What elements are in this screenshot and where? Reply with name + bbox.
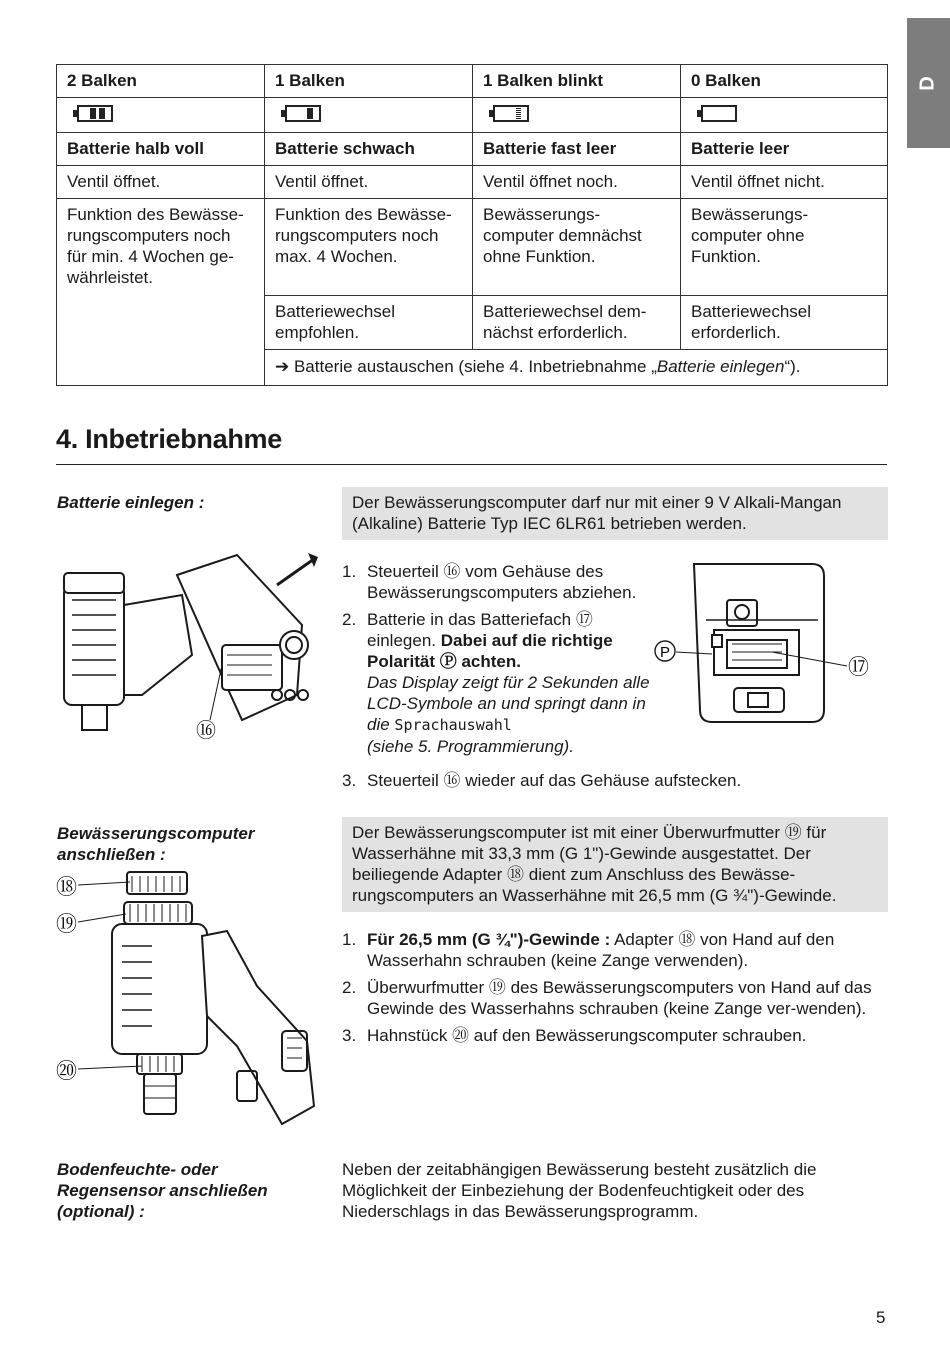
page-number: 5	[876, 1308, 886, 1327]
valve-cell: Ventil öffnet nicht.	[681, 166, 888, 199]
change-cell: Batteriewechsel dem-nächst erforderlich.	[473, 296, 681, 350]
valve-cell: Ventil öffnet.	[265, 166, 473, 199]
function-cell: Bewässerungs-computer ohne Funktion.	[681, 199, 888, 296]
table-row-valve	[57, 166, 888, 199]
table-row-function	[57, 199, 888, 296]
valve-cell: Ventil öffnet noch.	[473, 166, 681, 199]
function-cell: Funktion des Bewässe-rungscomputers noch für min. 4 Wochen ge-währleistet.	[57, 199, 265, 386]
label-p: P	[659, 644, 671, 661]
replace-link-text: Batterie einlegen	[656, 357, 785, 376]
label-17: ⑰	[848, 656, 869, 679]
label-20: ⑳	[56, 1060, 77, 1083]
status-cell: Batterie leer	[681, 133, 888, 166]
list-item: 3. Hahnstück ⑳ auf den Bewässerungscomputer schrauben.	[342, 1026, 807, 1045]
section-title: 4. Inbetriebnahme	[56, 424, 282, 454]
battery-compartment-illustration	[652, 560, 882, 730]
change-cell: Batteriewechsel erforderlich.	[681, 296, 888, 350]
valve-cell: Ventil öffnet.	[57, 166, 265, 199]
label-18: ⑱	[56, 876, 77, 899]
battery-heading: Batterie einlegen :	[57, 493, 205, 512]
header-cell: 1 Balken blinkt	[473, 65, 681, 98]
battery-steps	[342, 561, 657, 763]
list-item: 3. Steuerteil ⑯ wieder auf das Gehäuse aufstecken.	[342, 771, 742, 790]
replace-text-end: “).	[784, 357, 801, 376]
table-row-status	[57, 133, 888, 166]
list-item: 1. Für 26,5 mm (G ¾")-Gewinde : Adapter ⑱ von Hand auf den Wasserhahn schrauben (keine Zange verwenden).	[342, 930, 835, 970]
sensor-text: Neben der zeitabhängigen Bewässerung besteht zusätzlich die Möglichkeit der Einbeziehung der Bodenfeuchtigkeit oder des Niederschlags in das Bewässerungsprogramm.	[342, 1160, 817, 1221]
sensor-heading: Bodenfeuchte- oder Regensensor anschließen (optional) :	[57, 1160, 268, 1221]
battery-1-bar-icon	[285, 105, 321, 122]
connect-steps	[342, 929, 882, 1052]
list-item: 2. Überwurfmutter ⑲ des Bewässerungscomputers von Hand auf das Gewinde des Wasserhahns schrauben (keine Zange ver-wenden).	[342, 978, 872, 1018]
table-row-icons	[57, 98, 888, 133]
header-cell: 0 Balken	[681, 65, 888, 98]
replace-cell	[265, 350, 888, 386]
replace-text: ➔ Batterie austauschen (siehe 4. Inbetriebnahme „	[275, 357, 657, 376]
list-item: 2. Batterie in das Batteriefach ⑰ einlegen. Dabei auf die richtige Polarität Ⓟ achten. Das Display zeigt für 2 Sekunden alle LCD-Symbole an und springt dann in die Sprachauswahl (siehe 5. Programmierung).	[342, 610, 650, 756]
battery-steps-continued	[342, 770, 882, 797]
language-tab-label: D	[916, 76, 939, 91]
status-cell: Batterie fast leer	[473, 133, 681, 166]
label-16: ⑯	[196, 720, 216, 742]
label-19: ⑲	[56, 913, 77, 936]
function-cell: Funktion des Bewässe-rungscomputers noch max. 4 Wochen.	[265, 199, 473, 296]
header-cell: 1 Balken	[265, 65, 473, 98]
table-row-headers	[57, 65, 888, 98]
battery-0-bars-icon	[701, 105, 737, 122]
status-cell: Batterie schwach	[265, 133, 473, 166]
header-cell: 2 Balken	[57, 65, 265, 98]
battery-1-bar-blinking-icon	[493, 105, 529, 122]
language-tab	[907, 18, 950, 148]
battery-2-bars-icon	[77, 105, 113, 122]
battery-note: Der Bewässerungscomputer darf nur mit einer 9 V Alkali-Mangan (Alkaline) Batterie Typ IEC 6LR61 betrieben werden.	[342, 487, 888, 540]
list-item: 1. Steuerteil ⑯ vom Gehäuse des Bewässerungscomputers abziehen.	[342, 562, 637, 602]
controller-removal-illustration	[52, 545, 322, 745]
section-divider	[56, 464, 887, 465]
function-cell: Bewässerungs-computer demnächst ohne Funktion.	[473, 199, 681, 296]
change-cell: Batteriewechsel empfohlen.	[265, 296, 473, 350]
battery-status-table	[56, 64, 888, 386]
connect-heading: Bewässerungscomputer anschließen :	[57, 824, 255, 864]
connect-note: Der Bewässerungscomputer ist mit einer Überwurfmutter ⑲ für Wasserhähne mit 33,3 mm (G 1")-Gewinde ausgestattet. Der beiliegende Adapter ⑱ dient zum Anschluss des Bewässe-rungscomputers an Wasserhähne mit 26,5 mm (G ¾")-Gewinde.	[342, 817, 888, 912]
connection-illustration	[52, 866, 327, 1134]
status-cell: Batterie halb voll	[57, 133, 265, 166]
